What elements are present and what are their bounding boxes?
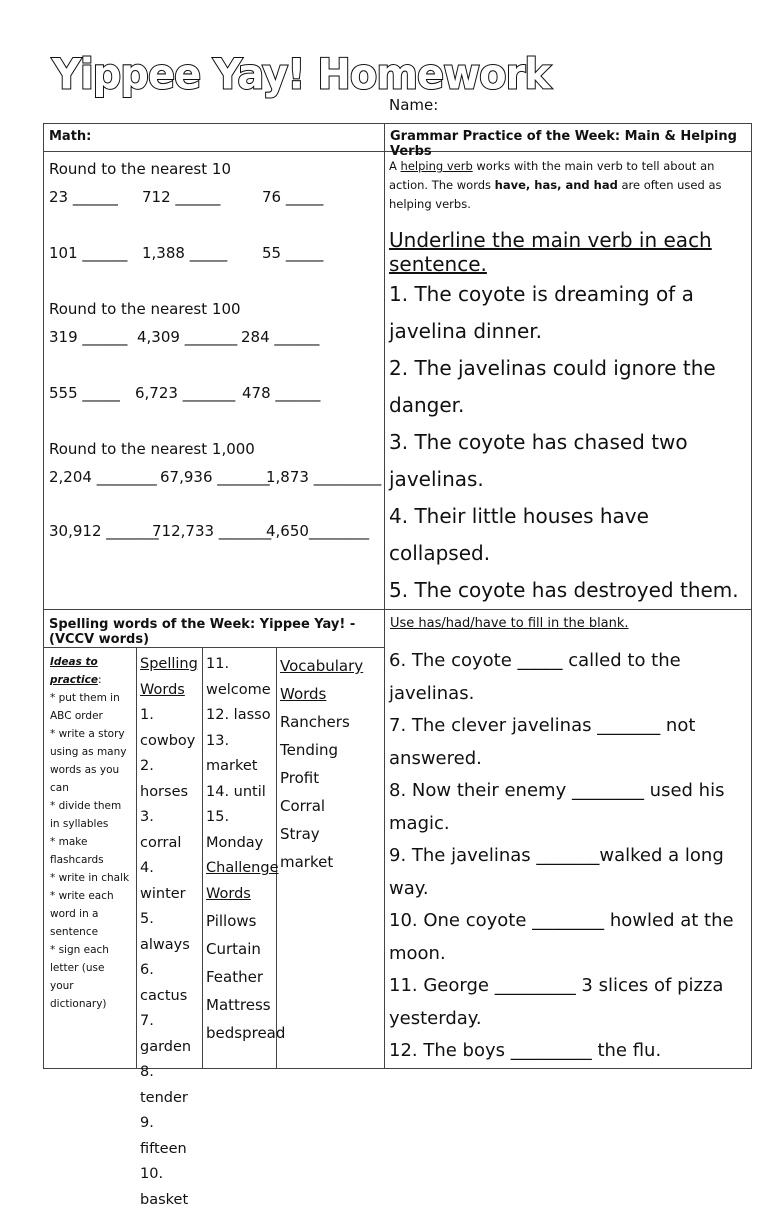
math-problem: 2,204 ________ <box>49 468 157 486</box>
challenge-heading: Challenge <box>206 860 279 876</box>
math-problem: 319 ______ <box>49 328 128 346</box>
name-label: Name: <box>389 96 439 114</box>
fill-blank-section <box>385 610 752 1069</box>
idea-item: * put them in ABC order <box>50 692 120 722</box>
practice-ideas: Ideas to practice: * put them in ABC order * write a story using as many words as you can * divide them in syllables * make flashcards * write in chalk * write each word in a sentence * sign each letter (use your dictionary) <box>44 648 137 1068</box>
idea-item: * make flashcards <box>50 836 104 866</box>
math-problem: 55 _____ <box>262 244 324 262</box>
fill-sentence: 12. The boys _________ the flu. <box>389 1040 662 1061</box>
grammar-sentence: 3. The coyote has chased two javelinas. <box>389 430 688 491</box>
fill-sentence: 6. The coyote _____ called to the javelinas. <box>389 650 681 704</box>
spelling-word: 6. cactus <box>140 962 188 1004</box>
vocab-word: market <box>280 853 334 871</box>
spelling-section <box>44 648 385 1208</box>
grammar-sentence: 2. The javelinas could ignore the danger. <box>389 356 716 417</box>
grammar-sentence: 1. The coyote is dreaming of a javelina dinner. <box>389 282 694 343</box>
spelling-word: 5. always <box>140 911 190 953</box>
math-header-cell <box>44 124 385 152</box>
vocab-word: Corral <box>280 797 326 815</box>
math-problem: 101 ______ <box>49 244 128 262</box>
challenge-heading: Words <box>206 885 251 902</box>
fill-sentence: 7. The clever javelinas _______ not answered. <box>389 715 696 769</box>
ideas-title: Ideas to practice <box>50 656 98 686</box>
grammar-header-cell <box>385 124 752 159</box>
fill-sentence: 8. Now their enemy ________ used his magic. <box>389 780 725 834</box>
vocab-word: Stray <box>280 825 320 843</box>
challenge-column <box>202 648 286 1068</box>
math-problem: 6,723 _______ <box>135 384 236 402</box>
spelling-word: 11. welcome <box>206 656 271 698</box>
tens-heading: Round to the nearest 10 <box>49 160 231 178</box>
spelling-word: 10. basket <box>140 1166 189 1208</box>
math-problem: 555 _____ <box>49 384 120 402</box>
math-header: Math: <box>49 129 92 144</box>
math-problem: 1,388 _____ <box>142 244 228 262</box>
vocabulary-column <box>276 648 385 1068</box>
idea-item: * write a story using as many words as you can <box>50 728 127 794</box>
challenge-word: Pillows <box>206 912 257 930</box>
spelling-header-cell <box>44 610 385 648</box>
spelling-word: 12. lasso <box>206 707 271 723</box>
challenge-word: Mattress <box>206 996 271 1014</box>
math-problem: 67,936 _______ <box>160 468 270 486</box>
challenge-word: Feather <box>206 968 264 986</box>
spelling-word: 15. Monday <box>206 809 264 851</box>
math-problem: 23 ______ <box>49 188 118 206</box>
helping-verb-definition: A helping verb works with the main verb to tell about an action. The words have, has, and had are often used as helping verbs. <box>389 159 722 211</box>
worksheet-table <box>43 123 752 1208</box>
challenge-word: Curtain <box>206 940 261 958</box>
grammar-sentence: 4. Their little houses have collapsed. <box>389 504 649 565</box>
fill-sentence: 11. George _________ 3 slices of pizza yesterday. <box>389 975 724 1029</box>
math-problem: 478 ______ <box>242 384 321 402</box>
math-problem: 284 ______ <box>241 328 320 346</box>
fill-header: Use has/had/have to fill in the blank. <box>390 616 629 631</box>
idea-item: * write in chalk <box>50 872 130 884</box>
spelling-word: 13. market <box>206 732 258 774</box>
spelling-heading: Words <box>140 681 185 698</box>
idea-item: * sign each letter (use your dictionary) <box>50 944 109 1010</box>
grammar-sentence: 5. The coyote has destroyed them. <box>389 578 739 602</box>
spelling-word: 1. cowboy <box>140 707 196 749</box>
grammar-header: Grammar Practice of the Week: Main & Helping Verbs <box>390 129 737 159</box>
spelling-word: 14. until <box>206 783 266 800</box>
vocab-heading: Words <box>280 685 327 703</box>
worksheet-title: Yippee Yay! Homework <box>52 50 550 100</box>
math-problem: 30,912 _______ <box>49 522 159 540</box>
spelling-words-column <box>136 648 203 1208</box>
vocab-word: Tending <box>280 741 339 759</box>
math-problem: 712 ______ <box>142 188 221 206</box>
grammar-instruction: Underline the main verb in each sentence. <box>389 228 712 276</box>
vocab-word: Profit <box>280 769 320 787</box>
spelling-word: 4. winter <box>140 860 186 902</box>
spelling-word: 7. garden <box>140 1013 192 1055</box>
spelling-word: 9. fifteen <box>140 1115 187 1157</box>
spelling-heading: Spelling <box>140 656 198 672</box>
math-problem: 1,873 _________ <box>266 468 382 486</box>
hundreds-heading: Round to the nearest 100 <box>49 300 241 318</box>
math-problem: 4,650________ <box>266 522 369 540</box>
grammar-section <box>385 152 752 610</box>
fill-sentence: 10. One coyote ________ howled at the moon. <box>389 910 734 964</box>
spelling-header: Spelling words of the Week: Yippee Yay! - (VCCV words) <box>49 617 356 647</box>
fill-sentence: 9. The javelinas _______walked a long way. <box>389 845 724 899</box>
math-problem: 712,733 _______ <box>152 522 272 540</box>
spelling-word: 3. corral <box>140 809 182 851</box>
thousands-heading: Round to the nearest 1,000 <box>49 440 255 458</box>
idea-item: * write each word in a sentence <box>50 890 114 938</box>
vocab-word: Ranchers <box>280 713 350 731</box>
math-problem: 4,309 _______ <box>137 328 238 346</box>
vocab-heading: Vocabulary <box>280 657 364 675</box>
spelling-word: 2. horses <box>140 758 189 800</box>
spelling-word: 8. tender <box>140 1064 188 1106</box>
idea-item: * divide them in syllables <box>50 800 122 830</box>
math-problems <box>44 152 385 610</box>
challenge-word: bedspread <box>206 1024 286 1042</box>
math-problem: 76 _____ <box>262 188 324 206</box>
